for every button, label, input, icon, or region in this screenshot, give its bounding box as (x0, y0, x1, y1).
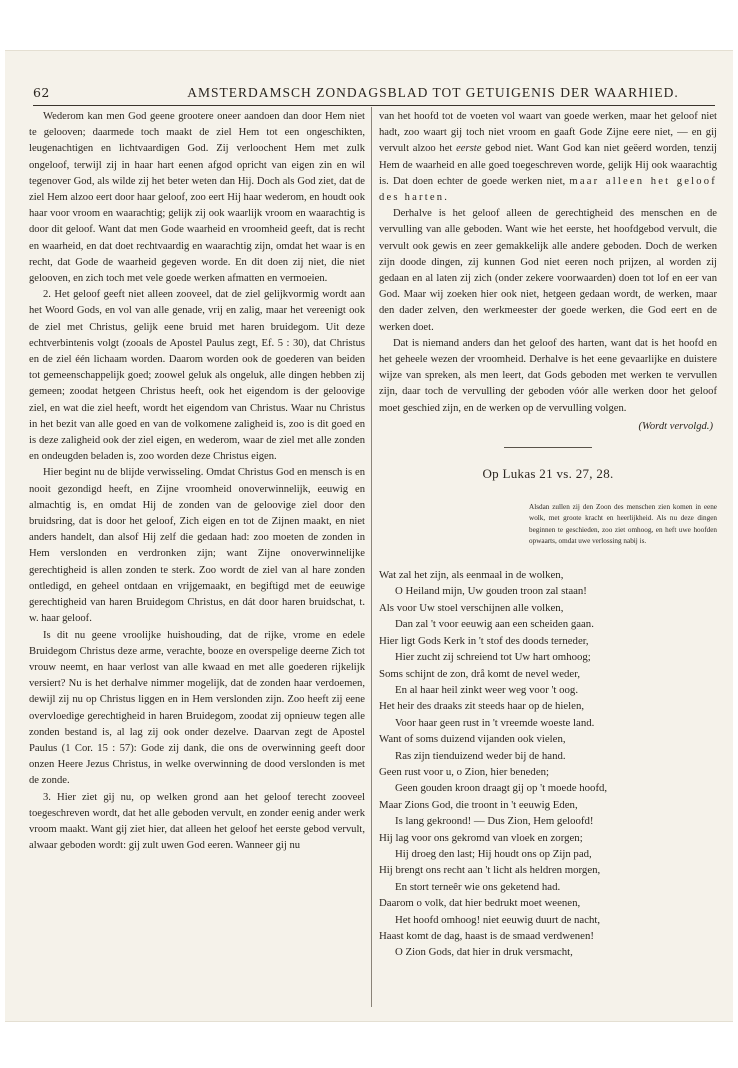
poem-line: Voor haar geen rust in 't vreemde woeste land. (395, 716, 595, 729)
poem-line: Wat zal het zijn, als eenmaal in de wolken, (379, 569, 564, 582)
poem-line: En stort terneêr wie ons geketend had. (395, 880, 561, 893)
column-divider (371, 107, 372, 1007)
running-title: AMSTERDAMSCH ZONDAGSBLAD TOT GETUIGENIS DER WAARHIED. (187, 85, 679, 100)
poem-epigraph: Alsdan zullen zij den Zoon des menschen zien komen in eene wolk, met groote kracht en heerlijkheid. Als nu deze dingen beginnen te geschieden, zoo ziet omhoog, en heft uwe hoofden opwaarts, omdat uwe verlossing nabij is. (529, 503, 717, 545)
paragraph-text: gebod niet. Want God kan niet geëerd worden, tenzij Hem de waarheid en alle goed toegeschreven worde, gelijk Hij ook waarachtig is. Dat doen echter de goede werken niet, (379, 143, 717, 187)
left-column (29, 109, 365, 854)
poem (379, 567, 717, 961)
poem-line: Geen rust voor u, o Zion, hier beneden; (379, 765, 550, 778)
poem-line: Het heir des draaks zit steeds haar op de hielen, (379, 700, 585, 713)
italic-word: eerste (456, 143, 482, 155)
poem-line: Soms schijnt de zon, drå komt de nevel weder, (379, 667, 581, 680)
poem-line: Het hoofd omhoog! niet eeuwig duurt de nacht, (395, 913, 601, 926)
paragraph-text: van het hoofd tot de voeten vol waart van goede werken, maar het geloof niet hadt, zoo waart gij toch niet vroom en gaaft Gode Zijne eere niet, — en gij vervult alzoo het (379, 111, 717, 155)
header-rule (33, 105, 715, 106)
paragraph: Is dit nu geene vroolijke huishouding, dat de rijke, vrome en edele Bruidegom Christus deze arme, verachte, booze en overspelige deerne Zich tot vrouw neemt, en haar verlost van alle kwaad en met alle goederen rijkelijk versiert? Nu is het derhalve nimmer mogelijk, dat de zonden haar verdoemen, dewijl zij nu op Christus liggen en in Hem verslonden zijn. Zoo heeft zij eene overvloedige gerechtigheid in haren Bruidegom, zoodat zij opnieuw tegen alle zonden bestand is, al lag zij ook onder dezelve. Daarvan zegt de Apostel Paulus (1 Cor. 15 : 57): Gode zij dank, die ons de overwinning geeft door onzen Heere Jezus Christus, in welke overwinning de dood verslonden is met de zonde. (29, 629, 365, 787)
newspaper-page (5, 50, 733, 1022)
poem-line: Is lang gekroond! — Dus Zion, Hem geloofd! (395, 815, 594, 828)
paragraph: Dat is niemand anders dan het geloof des harten, want dat is het hoofd en het geheele wezen der vroomheid. Derhalve is het eene gevaarlijke en duistere wijze van spreken, als men leert, dat Gods geboden met werken te vervullen zijn, daar toch de vervulling der geboden vóór alle werken door het geloof moet geschied zijn, en de werken op de vervulling volgen. (379, 337, 717, 414)
poem-line: Haast komt de dag, haast is de smaad verdwenen! (379, 930, 594, 943)
paragraph (379, 109, 717, 206)
poem-line: Hier ligt Gods Kerk in 't stof des doods terneder, (379, 634, 589, 647)
poem-line: Daarom o volk, dat hier bedrukt moet weenen, (379, 897, 581, 910)
poem-line: Want of soms duizend vijanden ook vielen, (379, 733, 566, 746)
poem-line: O Heiland mijn, Uw gouden troon zal staan! (395, 585, 587, 598)
poem-line: Ras zijn tienduizend weder bij de hand. (395, 749, 566, 762)
section-divider (504, 447, 592, 448)
poem-line: Maar Zions God, die troont in 't eeuwig Eden, (379, 798, 578, 811)
spaced-emphasis: maar alleen het geloof des harten. (379, 175, 717, 204)
poem-line: Hier zucht zij schreiend tot Uw hart omhoog; (395, 651, 591, 664)
poem-line: Geen gouden kroon draagt gij op 't moede hoofd, (395, 782, 608, 795)
poem-line: Hij brengt ons recht aan 't licht als heldren morgen, (379, 864, 601, 877)
right-column (379, 109, 717, 961)
continued-note: (Wordt vervolgd.) (638, 420, 713, 432)
paragraph: Hier begint nu de blijde verwisseling. Omdat Christus God en mensch is en nooit gezondigd heeft, en Zijne vroomheid onoverwinnelijk, eeuwig en almachtig is, en omdat Hij de zonden van de geloovige ziel door den bruidsring, dat is door het geloof, Zich eigen en tot de Zijnen maakt, en niet anders handelt, dan alsof Hij zelf die gedaan had: zoo moeten de zonden in Hem verslonden en verdronken zijn; want Zijne onoverwinnelijke gerechtigheid is allen zonden te sterk. Zoo wordt de ziel van al hare zonden ontledigd, en geheel ontdaan en vrijgemaakt, en begiftigd met de eeuwige gerechtigheid van haren Bruidegom Christus, en dát door haren bruidschat, t. w. haar geloof. (29, 467, 365, 625)
paragraph: Derhalve is het geloof alleen de gerechtigheid des menschen en de vervulling van alle geboden. Want wie het eerste, het hoofdgebod vervult, die vervult ook gewis en zeer gemakkelijk alle andere geboden. Doch de werken zijn doode dingen, zij kunnen God niet eeren noch prijzen, al worden zij gedaan en al laten zij zich (onder zekere voorwaarden) doen tot lof en eer van God. Maar wij zoeken hier ook niet, hetgeen gedaan wordt, de werken, maar den dader zelven, den werkmeester der goede werken, die God eert en de werken doet. (379, 208, 717, 333)
poem-line: Dan zal 't voor eeuwig aan een scheiden gaan. (395, 618, 594, 631)
poem-line: Hij lag voor ons gekromd van vloek en zorgen; (379, 831, 583, 844)
poem-title: Op Lukas 21 vs. 27, 28. (482, 466, 614, 482)
page-header (33, 85, 713, 105)
paragraph: Wederom kan men God geene grootere oneer aandoen dan door Hem niet te gelooven; daarmede toch maakt de ziel Hem tot een ongeschikten, leugenachtigen en lichtvaardigen God. Zij verloochent Hem met zulk ongeloof, terwijl zij in haar hart eenen afgod opricht van eigen zin en wil tegenover God, als wilde zij het beter weten dan Hij. Doch als God ziet, dat de ziel Hem alzoo eert door haar geloof, zoo eert Hij haar wederom, en houdt ook haar voor vroom en waarachtig; gelijk zij ook waarlijk vroom en waarachtig is door dit geloof. Want dat men Gode waarheid en vroomheid geeft, dat is recht en waarheid, en dat doet rechtvaardig en waarachtig zijn, omdat het waar is en recht, dat Gode de waarheid gegeven worde. En dit doen zij niet, die niet gelooven, en zich toch met vele goede werken afmatten en vermoeien. (29, 111, 365, 285)
paragraph: 3. Hier ziet gij nu, op welken grond aan het geloof terecht zooveel toegeschreven wordt, dat het alle geboden vervult, en zonder eenig ander werk vroom maakt. Want gij ziet hier, dat alleen het geloof het eerste gebod vervult, alwaar geboden wordt: gij zult uwen God eeren. Wanneer gij nu (29, 791, 365, 852)
poem-line: En al haar heil zinkt weer weg voor 't oog. (395, 683, 579, 696)
poem-line: Hij droeg den last; Hij houdt ons op Zijn pad, (395, 847, 592, 860)
page-number: 62 (33, 85, 50, 100)
poem-line: Als voor Uw stoel verschijnen alle volken, (379, 601, 564, 614)
poem-line: O Zion Gods, dat hier in druk versmacht, (395, 946, 573, 959)
paragraph: 2. Het geloof geeft niet alleen zooveel, dat de ziel gelijkvormig wordt aan het Woord Gods, en vol van alle genade, vrij en zalig, maar het vereenigt ook de ziel met Christus, gelijk eene bruid met haren bruidegom. Uit deze echtverbintenis volgt (zooals de Apostel Paulus zegt, Ef. 5 : 30), dat Christus en de ziel één lichaam worden. Daarom worden ook de goederen van beiden tot gemeenschappelijk goed; zoowel geluk als ongeluk, alle dingen hebben zij gemeen; zoodat hetgeen Christus heeft, ook het eigendom is der geloovige ziel, en wat die ziel heeft, wordt het eigendom van Christus. Waar nu Christus in het bezit van alle goed en van de volkomene zaligheid is, zoo is dit goed en is deze zaligheid ook der ziel eigen, en wederom, waar de ziel met alle zonden en ondeugden beladen is, zoo worden deze Christus eigen. (29, 289, 365, 463)
